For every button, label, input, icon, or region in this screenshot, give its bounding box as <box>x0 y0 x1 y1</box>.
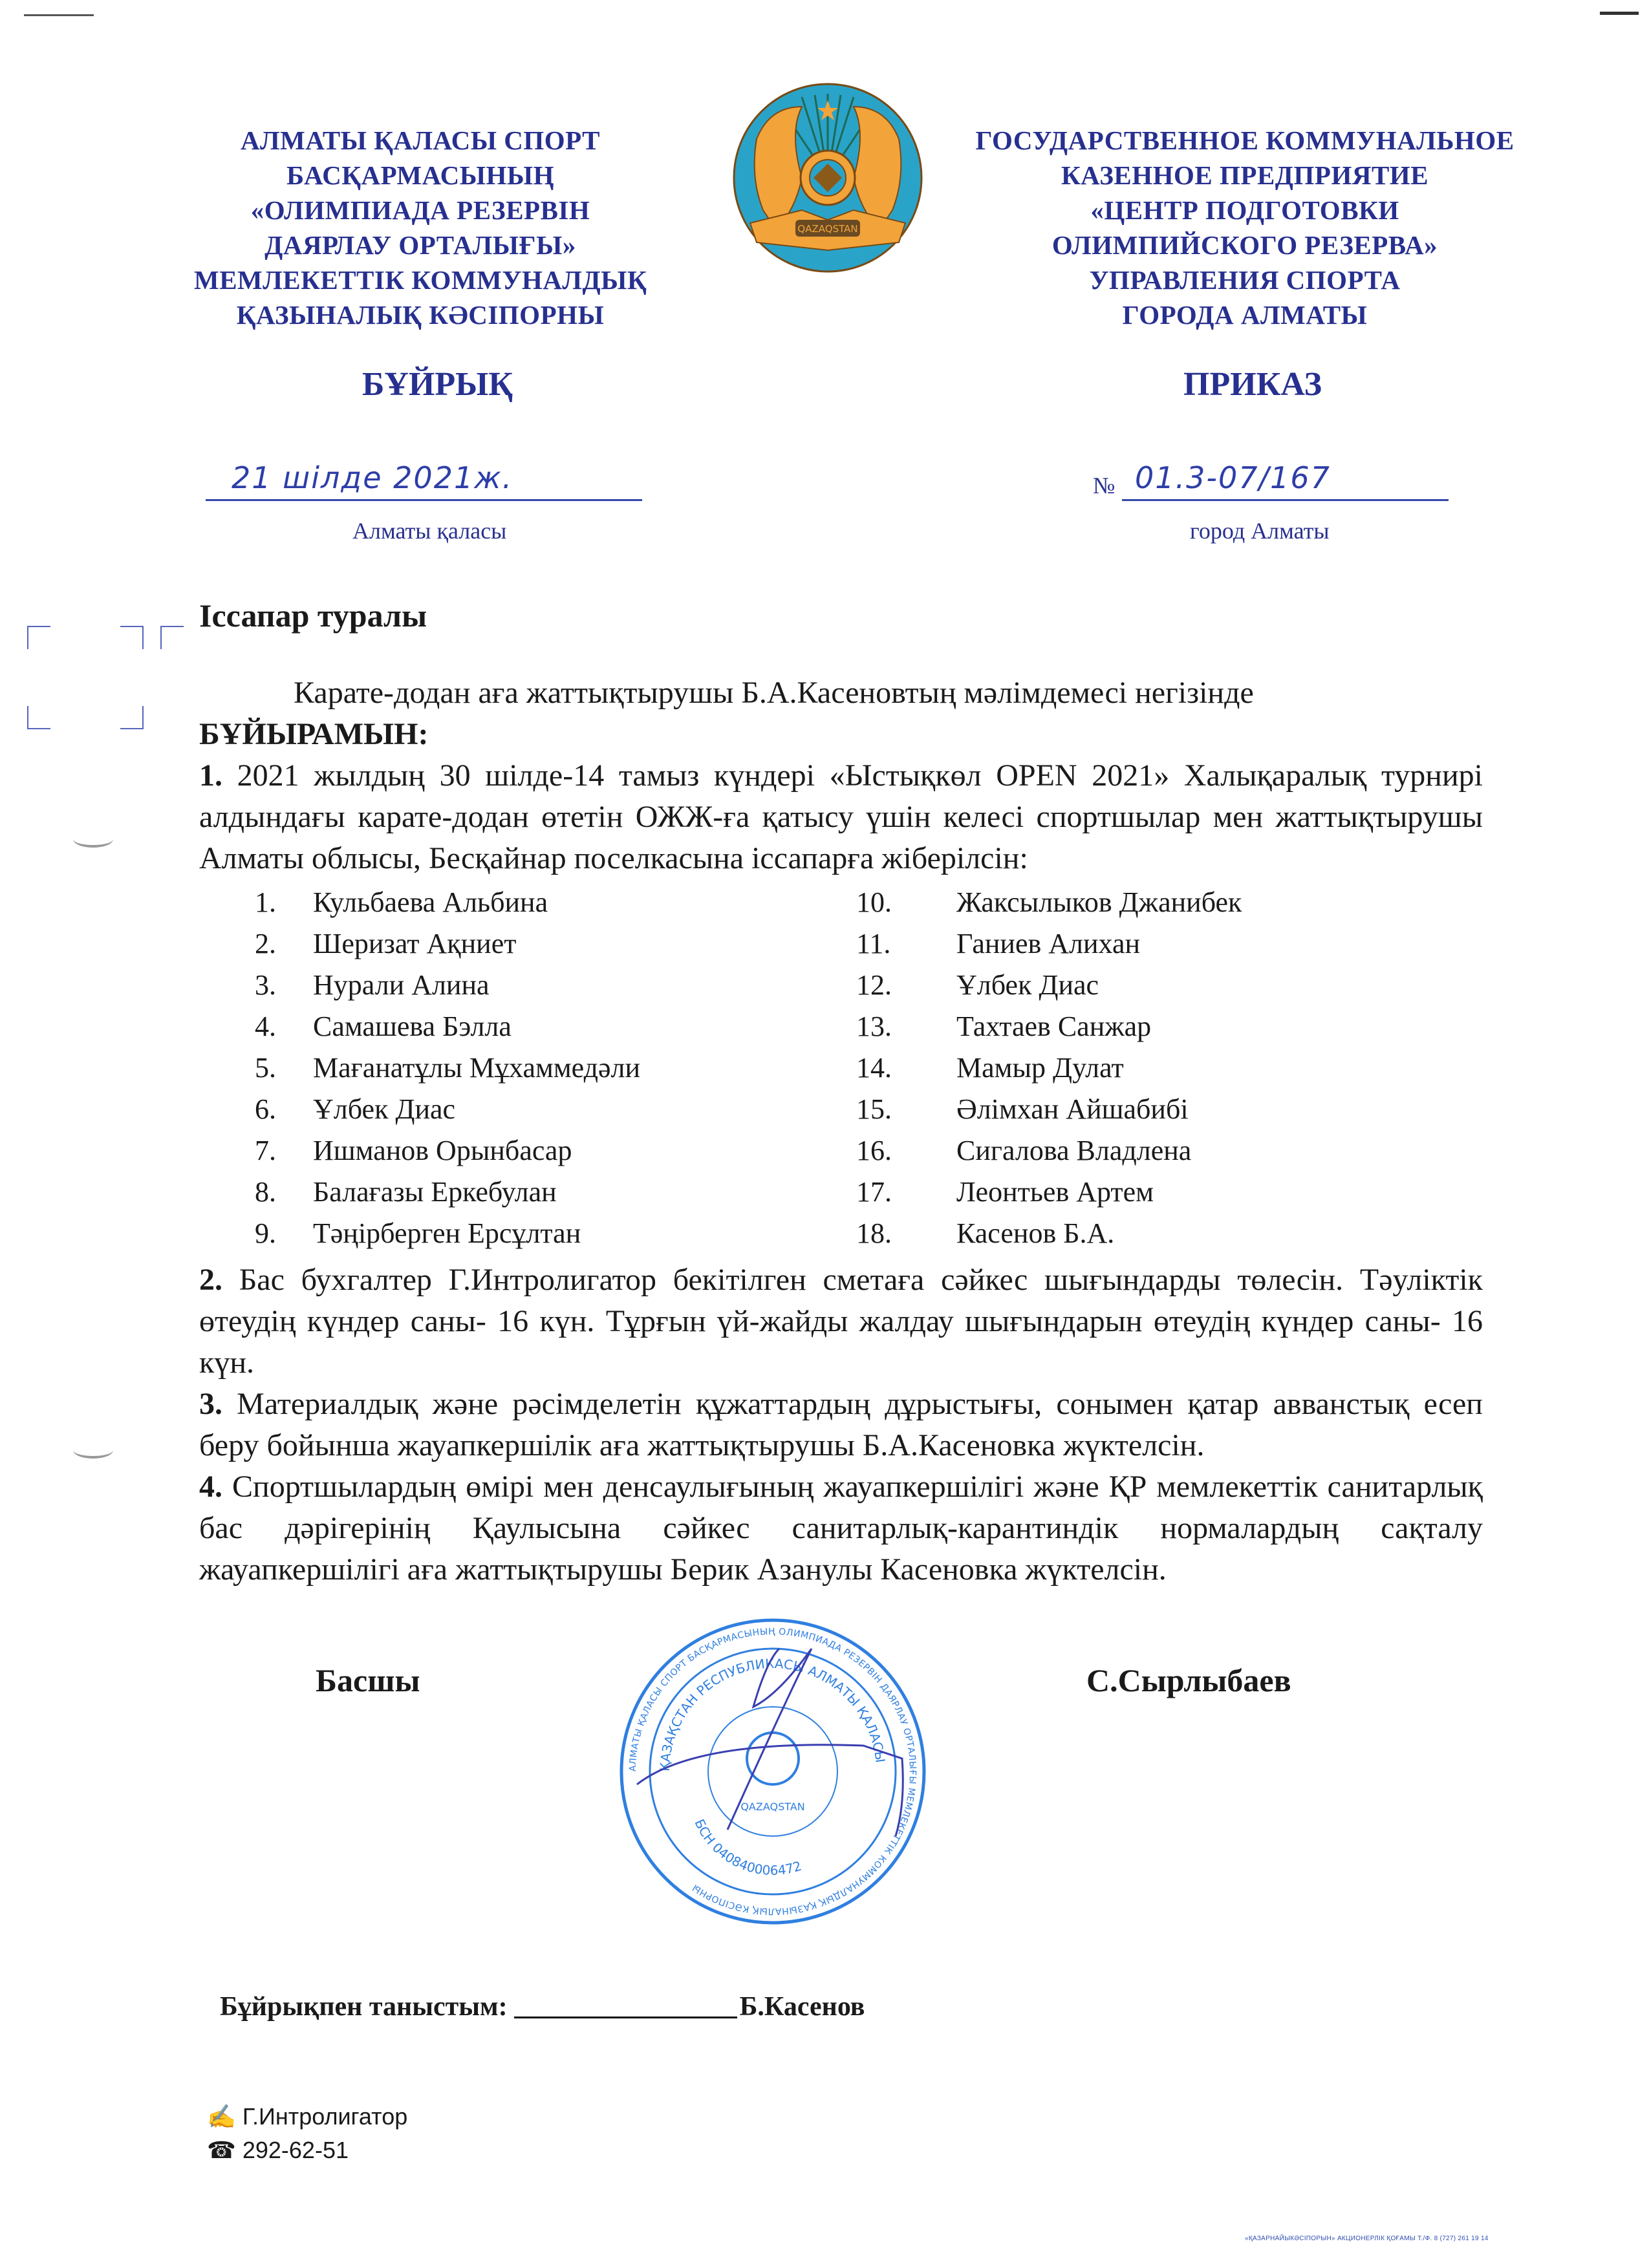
list-row <box>199 1171 1483 1213</box>
list-row <box>199 1006 1483 1047</box>
item-1 <box>199 755 1483 879</box>
list-number: 11. <box>856 928 891 959</box>
acknowledgement-name: Б.Касенов <box>739 1992 865 2022</box>
letterhead-kz-line: АЛМАТЫ ҚАЛАСЫ СПОРТ <box>240 125 601 155</box>
document-body-items <box>199 1259 1483 1590</box>
participants-list <box>199 882 1483 1254</box>
list-row <box>199 882 1483 923</box>
executor-name: Г.Интролигатор <box>242 2103 408 2130</box>
document-flow <box>199 595 1483 2167</box>
list-row <box>199 1089 1483 1130</box>
list-number: 8. <box>255 1176 276 1208</box>
scan-mark-top-right <box>1600 12 1639 15</box>
item-3 <box>199 1384 1483 1466</box>
letterhead-kz-line: ДАЯРЛАУ ОРТАЛЫҒЫ» <box>264 230 576 260</box>
punch-guide-corner <box>27 706 50 729</box>
official-stamp <box>618 1616 928 1927</box>
list-name: Әлімхан Айшабибі <box>956 1093 1189 1125</box>
list-row <box>199 923 1483 965</box>
list-number: 5. <box>255 1052 276 1084</box>
list-number: 3. <box>255 969 276 1001</box>
list-number: 12. <box>856 969 892 1001</box>
number-handwritten: 01.3-07/167 <box>1135 460 1331 495</box>
state-emblem <box>731 81 925 275</box>
list-number: 13. <box>856 1011 892 1042</box>
printer-credit: «ҚАЗАРНАЙЫКӘСІПОРЫН» АКЦИОНЕРЛІК ҚОҒАМЫ Т./Ф. 8 (727) 261 19 14 <box>1245 2235 1489 2242</box>
signatory-role: Басшы <box>316 1662 420 1698</box>
stamp-emblem-label: QAZAQSTAN <box>740 1801 805 1813</box>
stamp-bin: БСН 040840006472 <box>691 1816 804 1879</box>
list-number: 14. <box>856 1052 892 1084</box>
city-ru: город Алматы <box>1190 518 1330 544</box>
city-kz: Алматы қаласы <box>352 518 507 544</box>
date-handwritten: 21 шілде 2021ж. <box>232 460 513 495</box>
list-name: Тахтаев Санжар <box>956 1011 1152 1042</box>
list-name: Сигалова Владлена <box>956 1135 1192 1166</box>
pen-icon: ✍ <box>207 2103 236 2130</box>
list-number: 9. <box>255 1217 276 1249</box>
scan-mark-top-left <box>24 14 94 16</box>
list-name: Балағазы Еркебулан <box>313 1176 557 1208</box>
list-row <box>199 1213 1483 1254</box>
letterhead-kz-line: МЕМЛЕКЕТТІК КОММУНАЛДЫҚ <box>194 265 647 295</box>
list-number: 16. <box>856 1135 892 1166</box>
punch-guide-corner <box>160 626 184 649</box>
list-name: Ишманов Орынбасар <box>313 1135 572 1166</box>
emblem-label: QAZAQSTAN <box>797 223 858 235</box>
executor-block <box>199 2100 1483 2167</box>
list-name: Ұлбек Диас <box>956 969 1099 1001</box>
executor-phone: 292-62-51 <box>242 2137 349 2163</box>
letterhead-ru-line: ГОСУДАРСТВЕННОЕ КОММУНАЛЬНОЕ <box>975 125 1514 155</box>
list-name: Кульбаева Альбина <box>313 886 548 918</box>
item-3-number: 3. <box>199 1387 222 1421</box>
acknowledgement-label: Бұйрықпен таныстым: <box>220 1992 508 2022</box>
phone-note <box>207 2134 1483 2167</box>
number-prefix: № <box>1093 473 1116 498</box>
list-number: 6. <box>255 1093 276 1125</box>
number-line <box>1122 460 1449 501</box>
item-1-number: 1. <box>199 758 222 793</box>
item-2-number: 2. <box>199 1263 222 1297</box>
item-1-text: 2021 жылдың 30 шілде-14 тамыз күндері «Ыстықкөл OPEN 2021» Халықаралық турнирі алдындағы карате-додан өтетін ОЖЖ-ға қатысу үшін келесі спортшылар мен жаттықтырушы Алматы облысы, Бесқайнар поселкасына іссапарға жіберілсін: <box>199 758 1483 875</box>
list-number: 10. <box>856 886 892 918</box>
letterhead-ru <box>970 123 1520 332</box>
list-name: Мамыр Дулат <box>956 1052 1124 1084</box>
signature-block <box>199 1616 1483 1978</box>
list-name: Ганиев Алихан <box>956 928 1141 959</box>
item-4-number: 4. <box>199 1470 222 1504</box>
punch-guide-corner <box>120 706 144 729</box>
letterhead-kz <box>194 123 647 332</box>
stamp-seal-icon <box>618 1616 928 1927</box>
punch-hole-shadow <box>73 831 113 848</box>
acknowledgement <box>220 1991 1483 2022</box>
stamp-inner-text: ҚАЗАҚСТАН РЕСПУБЛИКАСЫ АЛМАТЫ ҚАЛАСЫ <box>656 1655 889 1772</box>
punch-hole-shadow <box>73 1442 113 1459</box>
item-4-text: Спортшылардың өмірі мен денсаулығының жауапкершілігі және ҚР мемлекеттік санитарлық бас дәрігерінің Қаулысына сәйкес санитарлық-карантиндік нормалардың сақталу жауапкершілігі аға жаттықтырушы Берик Азанулы Касеновка жүктелсін. <box>199 1470 1483 1587</box>
document-title-kz: БҰЙРЫҚ <box>362 366 513 403</box>
list-number: 4. <box>255 1011 276 1042</box>
telephone-icon: ☎ <box>207 2137 236 2163</box>
executor-note <box>207 2100 1483 2134</box>
letterhead-ru-line: «ЦЕНТР ПОДГОТОВКИ <box>1090 195 1399 225</box>
signatory-name: С.Сырлыбаев <box>1086 1662 1291 1698</box>
letterhead-ru-line: УПРАВЛЕНИЯ СПОРТА <box>1089 265 1401 295</box>
list-number: 2. <box>255 928 276 959</box>
state-emblem-icon <box>731 81 925 275</box>
letterhead-kz-line: БАСҚАРМАСЫНЫҢ <box>286 160 555 190</box>
list-name: Самашева Бэлла <box>313 1011 512 1042</box>
letterhead-kz-line: ҚАЗЫНАЛЫҚ КӘСІПОРНЫ <box>236 300 605 330</box>
list-name: Леонтьев Артем <box>956 1176 1154 1208</box>
list-name: Шеризат Ақниет <box>313 928 517 959</box>
preamble: Карате-додан аға жаттықтырушы Б.А.Касеновтың мәлімдемесі негізінде <box>294 676 1254 710</box>
list-number: 17. <box>856 1176 892 1208</box>
document-subject: Іссапар туралы <box>199 597 427 634</box>
stamp-outer-text: АЛМАТЫ ҚАЛАСЫ СПОРТ БАСҚАРМАСЫНЫҢ ОЛИМПИАДА РЕЗЕРВІН ДАЯРЛАУ ОРТАЛЫҒЫ МЕМЛЕКЕТТІК КОММУНАЛДЫҚ ҚАЗЫНАЛЫҚ КӘСІПОРНЫ <box>627 1626 918 1917</box>
list-name: Тәңірберген Ерсұлтан <box>313 1217 581 1249</box>
list-row <box>199 1130 1483 1171</box>
order-word: БҰЙЫРАМЫН: <box>199 717 429 751</box>
list-name: Мағанатұлы Мұхаммедәли <box>313 1052 641 1084</box>
list-row <box>199 965 1483 1006</box>
item-4 <box>199 1466 1483 1590</box>
date-line <box>206 460 642 501</box>
acknowledgement-signature-line <box>514 2017 737 2018</box>
list-name: Ұлбек Диас <box>313 1093 456 1125</box>
list-name: Касенов Б.А. <box>956 1217 1115 1249</box>
list-number: 1. <box>255 886 276 918</box>
list-name: Жаксылыков Джанибек <box>956 886 1242 918</box>
list-number: 18. <box>856 1217 892 1249</box>
item-3-text: Материалдық және рәсімделетін құжаттардың дұрыстығы, сонымен қатар авванстық есеп беру бойынша жауапкершілік аға жаттықтырушы Б.А.Касеновка жүктелсін. <box>199 1387 1483 1462</box>
list-row <box>199 1047 1483 1089</box>
list-number: 7. <box>255 1135 276 1166</box>
svg-text:БСН 040840006472 <box>691 1817 803 1878</box>
punch-guide-corner <box>27 626 50 649</box>
item-2 <box>199 1259 1483 1384</box>
punch-guide-corner <box>120 626 144 649</box>
letterhead-ru-line: КАЗЕННОЕ ПРЕДПРИЯТИЕ <box>1061 160 1429 190</box>
letterhead-kz-line: «ОЛИМПИАДА РЕЗЕРВІН <box>250 195 590 225</box>
letterhead-ru-line: ОЛИМПИЙСКОГО РЕЗЕРВА» <box>1051 230 1438 260</box>
list-number: 15. <box>856 1093 892 1125</box>
item-2-text: Бас бухгалтер Г.Интролигатор бекітілген сметаға сәйкес шығындарды төлесін. Тәуліктік өтеудің күндер саны- 16 күн. Тұрғын үй-жайды жалдау шығындарын өтеудің күндер саны- 16 күн. <box>199 1263 1483 1380</box>
document-title-ru: ПРИКАЗ <box>1183 366 1322 403</box>
list-name: Нурали Алина <box>313 969 490 1001</box>
svg-text:ҚАЗАҚСТАН РЕСПУБЛИКАСЫ АЛМАТЫ <box>657 1656 889 1771</box>
signature-stroke <box>637 1745 903 1836</box>
document-body <box>199 672 1483 879</box>
letterhead-ru-line: ГОРОДА АЛМАТЫ <box>1122 300 1368 330</box>
